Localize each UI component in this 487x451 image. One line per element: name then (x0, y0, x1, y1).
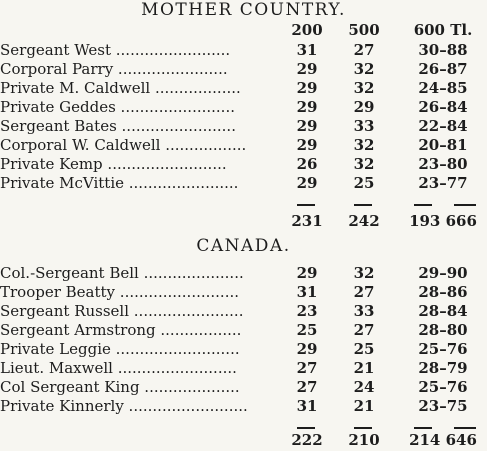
rule-dash (297, 204, 315, 206)
score-600-total: 20–81 (418, 136, 468, 154)
score-600-total: 24–85 (418, 79, 468, 97)
score-500: 32 (353, 264, 375, 282)
table-row (0, 41, 487, 61)
score-600-total: 28–80 (418, 321, 468, 339)
competitor-name: Col.-Sergeant Bell ..................... (0, 264, 244, 282)
score-500: 25 (353, 174, 375, 192)
column-header-600-total: 600 Tl. (413, 21, 473, 39)
score-600-total: 25–76 (418, 340, 468, 358)
score-500: 29 (353, 98, 375, 116)
score-600-total: 28–84 (418, 302, 468, 320)
rule-dash (414, 204, 432, 206)
score-500: 32 (353, 155, 375, 173)
score-200: 25 (296, 321, 318, 339)
competitor-name: Private M. Caldwell .................. (0, 79, 241, 97)
total-200: 222 (291, 431, 323, 449)
competitor-name: Sergeant West ........................ (0, 41, 231, 59)
score-600-total: 26–87 (418, 60, 468, 78)
table-row (0, 340, 487, 360)
table-row (0, 136, 487, 156)
table-row (0, 98, 487, 118)
column-headers (0, 21, 487, 41)
competitor-name: Private Kinnerly ......................... (0, 397, 248, 415)
score-200: 31 (296, 283, 318, 301)
score-600-total: 23–75 (418, 397, 468, 415)
total-500: 210 (348, 431, 380, 449)
sum-rule (0, 194, 487, 214)
score-500: 27 (353, 41, 375, 59)
table-row (0, 321, 487, 341)
score-200: 29 (296, 117, 318, 135)
score-500: 33 (353, 117, 375, 135)
table-row (0, 117, 487, 137)
competitor-name: Private McVittie ....................... (0, 174, 239, 192)
score-500: 21 (353, 397, 375, 415)
table-row (0, 79, 487, 99)
rule-dash (354, 204, 372, 206)
score-200: 29 (296, 98, 318, 116)
score-200: 29 (296, 264, 318, 282)
table-row (0, 397, 487, 417)
total-500: 242 (348, 212, 380, 230)
score-500: 24 (353, 378, 375, 396)
section-title-mother-country: MOTHER COUNTRY. (141, 0, 346, 20)
rule-dash (414, 427, 432, 429)
score-200: 23 (296, 302, 318, 320)
score-200: 31 (296, 41, 318, 59)
competitor-name: Lieut. Maxwell ......................... (0, 359, 237, 377)
score-500: 32 (353, 79, 375, 97)
score-600-total: 28–86 (418, 283, 468, 301)
total-600-grand-total: 214 646 (409, 431, 477, 449)
table-row (0, 60, 487, 80)
totals-row (0, 431, 487, 451)
competitor-name: Private Leggie .......................... (0, 340, 240, 358)
section-title-canada: CANADA. (196, 236, 291, 256)
score-500: 32 (353, 60, 375, 78)
rule-dash (354, 427, 372, 429)
score-600-total: 23–77 (418, 174, 468, 192)
score-600-total: 30–88 (418, 41, 468, 59)
competitor-name: Col Sergeant King .................... (0, 378, 240, 396)
table-row (0, 155, 487, 175)
score-200: 31 (296, 397, 318, 415)
score-500: 32 (353, 136, 375, 154)
competitor-name: Trooper Beatty ......................... (0, 283, 239, 301)
rule-dash (454, 427, 476, 429)
table-row (0, 302, 487, 322)
score-600-total: 25–76 (418, 378, 468, 396)
rule-dash (454, 204, 476, 206)
score-200: 29 (296, 60, 318, 78)
table-row (0, 174, 487, 194)
competitor-name: Corporal Parry ....................... (0, 60, 228, 78)
score-500: 27 (353, 283, 375, 301)
competitor-name: Sergeant Russell ....................... (0, 302, 244, 320)
score-600-total: 23–80 (418, 155, 468, 173)
table-row (0, 264, 487, 284)
score-600-total: 22–84 (418, 117, 468, 135)
score-500: 33 (353, 302, 375, 320)
score-500: 21 (353, 359, 375, 377)
competitor-name: Sergeant Armstrong ................. (0, 321, 242, 339)
score-500: 27 (353, 321, 375, 339)
score-200: 26 (296, 155, 318, 173)
competitor-name: Private Geddes ........................ (0, 98, 235, 116)
rule-dash (297, 427, 315, 429)
score-200: 29 (296, 136, 318, 154)
total-200: 231 (291, 212, 323, 230)
table-row (0, 283, 487, 303)
score-200: 29 (296, 79, 318, 97)
score-600-total: 26–84 (418, 98, 468, 116)
total-600-grand-total: 193 666 (409, 212, 477, 230)
score-200: 29 (296, 340, 318, 358)
competitor-name: Private Kemp ......................... (0, 155, 227, 173)
score-600-total: 28–79 (418, 359, 468, 377)
table-row (0, 359, 487, 379)
competitor-name: Sergeant Bates ........................ (0, 117, 236, 135)
column-header-500: 500 (348, 21, 380, 39)
score-500: 25 (353, 340, 375, 358)
column-header-200: 200 (291, 21, 323, 39)
table-row (0, 378, 487, 398)
score-200: 27 (296, 359, 318, 377)
score-600-total: 29–90 (418, 264, 468, 282)
competitor-name: Corporal W. Caldwell ................. (0, 136, 247, 154)
score-200: 27 (296, 378, 318, 396)
totals-row (0, 212, 487, 232)
score-200: 29 (296, 174, 318, 192)
